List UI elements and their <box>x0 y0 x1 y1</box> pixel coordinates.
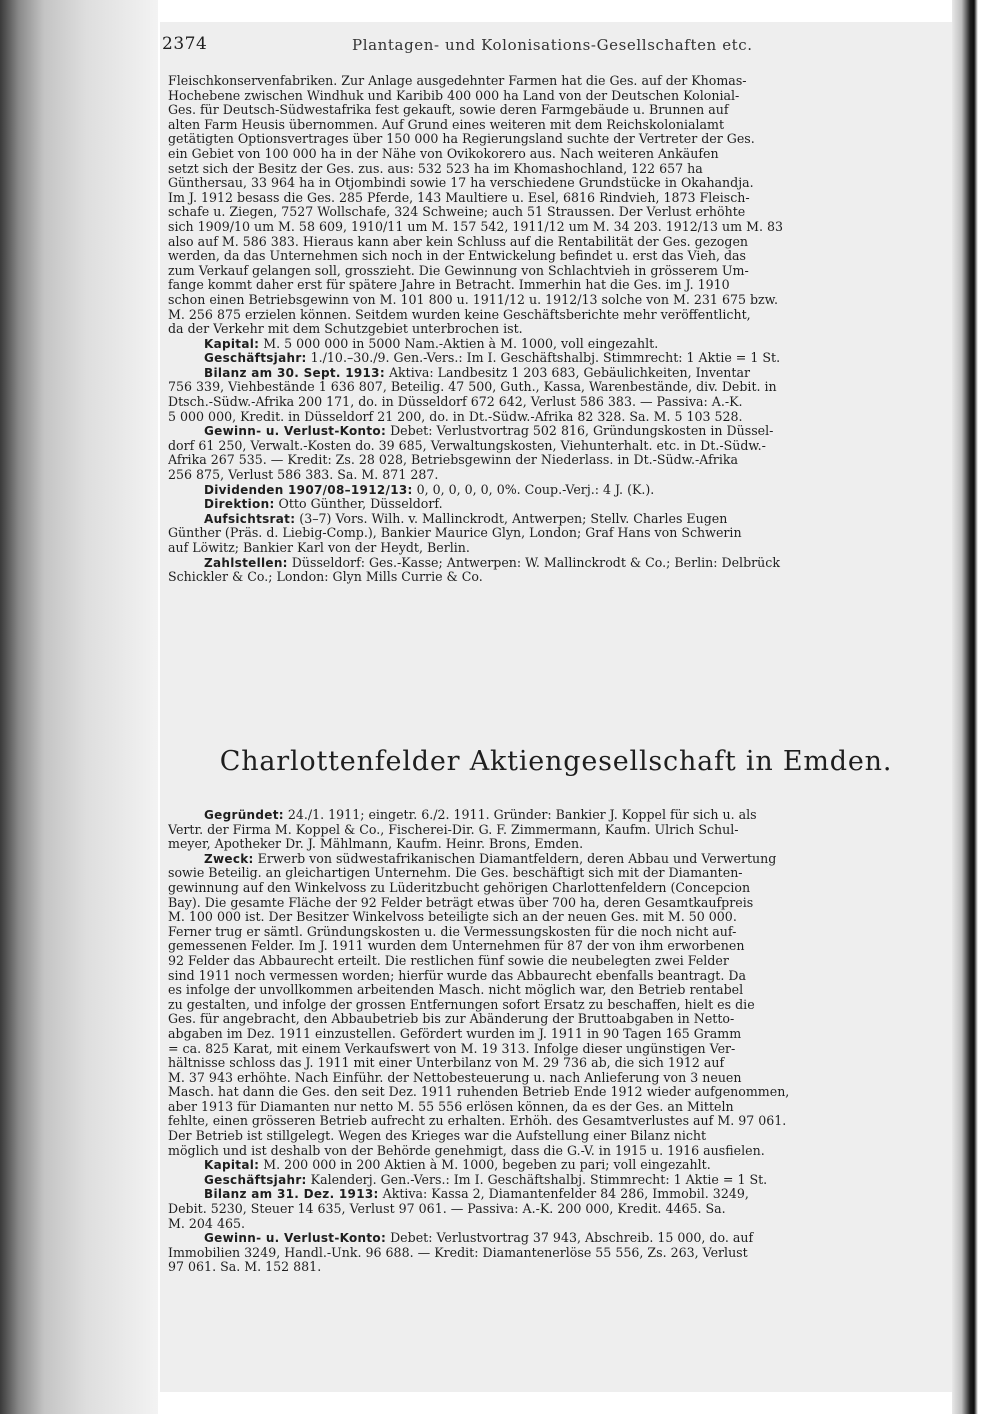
scan-right-edge <box>952 0 1000 1414</box>
entry-line <box>168 366 948 381</box>
entry-text: dorf 61 250, Verwalt.-Kosten do. 39 685, Verwaltungskosten, Viehunterhalt. etc. in Dt.-Südw.- <box>168 438 766 453</box>
text-line <box>168 1144 948 1159</box>
entry-text: 92 Felder das Abbaurecht erteilt. Die restlichen fünf sowie die neubelegten zwei Felder <box>168 953 729 968</box>
text-line <box>168 866 948 881</box>
text-line <box>168 998 948 1013</box>
entry-text: 24./1. 1911; eingetr. 6./2. 1911. Gründer: Bankier J. Koppel für sich u. als <box>283 808 757 822</box>
entry-text: aber 1913 für Diamanten nur netto M. 55 556 erlösen können, da es der Ges. an Mitteln <box>168 1099 734 1114</box>
text-line: Hochebene zwischen Windhuk und Karibib 400 000 ha Land von der Deutschen Kolonial- <box>168 88 740 103</box>
text-line <box>168 453 948 468</box>
entry-label: Geschäftsjahr: <box>204 351 307 366</box>
entry-text: möglich und ist deshalb von der Behörde genehmigt, dass die G.-V. in 1915 u. 1916 ausfielen. <box>168 1143 765 1158</box>
text-line: Im J. 1912 besass die Ges. 285 Pferde, 143 Maultiere u. Esel, 6816 Rindvieh, 1873 Fleisch- <box>168 190 750 205</box>
text-line <box>168 1129 948 1144</box>
entry-label: Aufsichtsrat: <box>204 511 296 526</box>
entry-text: Debet: Verlustvortrag 502 816, Gründungskosten in Düssel- <box>386 424 774 439</box>
text-line <box>168 954 948 969</box>
entry-line <box>168 497 948 512</box>
entry-text: Otto Günther, Düsseldorf. <box>274 497 443 512</box>
entry-text: abgaben im Dez. 1911 einzustellen. Gefördert wurden im J. 1911 in 90 Tagen 165 Gramm <box>168 1026 742 1041</box>
text-line: schon einen Betriebsgewinn von M. 101 800 u. 1911/12 u. 1912/13 solche von M. 231 675 bzw. <box>168 292 778 307</box>
page-number: 2374 <box>162 34 208 54</box>
entry-text: = ca. 825 Karat, mit einem Verkaufswert von M. 19 313. Infolge dieser ungünstigen Ver- <box>168 1041 736 1056</box>
text-line: setzt sich der Besitz der Ges. zus. aus: 532 523 ha im Khomashochland, 122 657 ha <box>168 161 703 176</box>
entry-text: Vertr. der Firma M. Koppel & Co., Fischerei-Dir. G. F. Zimmermann, Kaufm. Ulrich Schul- <box>168 822 739 837</box>
entry-text: Bay). Die gesamte Fläche der 92 Felder beträgt etwas über 700 ha, deren Gesamtkaufpreis <box>168 895 754 910</box>
entry-label: Zahlstellen: <box>204 555 288 570</box>
text-line <box>168 896 948 911</box>
text-line: alten Farm Heusis übernommen. Auf Grund eines weiteren mit dem Reichskolonialamt <box>168 117 725 132</box>
section-charlottenfelder <box>168 808 948 1275</box>
entry-text: Schickler & Co.; London: Glyn Mills Currie & Co. <box>168 570 483 585</box>
text-line: sich 1909/10 um M. 58 609, 1910/11 um M. 157 542, 1911/12 um M. 34 203. 1912/13 um M. 83 <box>168 219 784 234</box>
entry-text: auf Löwitz; Bankier Karl von der Heydt, Berlin. <box>168 541 470 555</box>
entry-line <box>168 556 948 571</box>
entry-line <box>168 512 948 527</box>
section-previous-company <box>168 74 948 585</box>
text-line: Günthersau, 33 964 ha in Otjombindi sowie 17 ha verschiedene Grundstücke in Okahandja. <box>168 176 754 191</box>
entry-line <box>168 808 948 823</box>
text-line <box>168 410 948 425</box>
text-line <box>168 1027 948 1042</box>
entry-text: fehlte, einen grösseren Betrieb aufrecht zu erhalten. Erhöh. des Gesamtverlustes auf M. 97 061. <box>168 1114 787 1129</box>
entry-text: gewinnung auf den Winkelvoss zu Lüderitzbucht gehörigen Charlottenfeldern (Concepcion <box>168 880 751 895</box>
entry-label: Zweck: <box>204 851 254 866</box>
entry-text: hältnisse schloss das J. 1911 mit einer Unterbilanz von M. 29 736 ab, die sich 1912 auf <box>168 1056 725 1071</box>
entry-text: M. 200 000 in 200 Aktien à M. 1000, begeben zu pari; voll eingezahlt. <box>259 1158 711 1173</box>
entry-label: Kapital: <box>204 336 260 351</box>
entry-text: 1./10.–30./9. Gen.-Vers.: Im I. Geschäftshalbj. Stimmrecht: 1 Aktie = 1 St. <box>306 351 781 366</box>
text-line <box>168 1071 948 1086</box>
entry-text: sowie Beteilig. an gleichartigen Unternehm. Die Ges. beschäftigt sich mit der Diamanten- <box>168 866 743 881</box>
text-line: fange kommt daher erst für spätere Jahre in Betracht. Immerhin hat die Ges. im J. 1910 <box>168 278 730 293</box>
entry-text: Immobilien 3249, Handl.-Unk. 96 688. — Kredit: Diamantenerlöse 55 556, Zs. 263, Verlust <box>168 1245 748 1260</box>
entry-text: es infolge der unvollkommen arbeitenden Masch. nicht möglich war, den Betrieb rentabel <box>168 983 744 998</box>
entry-text: Aktiva: Landbesitz 1 203 683, Gebäulichkeiten, Inventar <box>384 365 750 380</box>
text-line <box>168 939 948 954</box>
text-line <box>168 1085 948 1100</box>
text-line <box>168 1260 948 1275</box>
text-line: werden, da das Unternehmen sich noch in der Entwickelung befindet u. erst das Vieh, das <box>168 249 747 264</box>
entry-line <box>168 337 948 352</box>
entry-text: M. 37 943 erhöhte. Nach Einführ. der Nettobesteuerung u. nach Anlieferung von 3 neuen <box>168 1070 742 1085</box>
entry-text: 5 000 000, Kredit. in Düsseldorf 21 200, do. in Dt.-Südw.-Afrika 82 328. Sa. M. 5 103 528. <box>168 409 743 424</box>
text-line <box>168 395 948 410</box>
entry-text: sind 1911 noch vermessen worden; hierfür wurde das Abbaurecht ebenfalls beantragt. Da <box>168 968 746 983</box>
text-line <box>168 837 948 852</box>
entry-text: Düsseldorf: Ges.-Kasse; Antwerpen: W. Mallinckrodt & Co.; Berlin: Delbrück <box>287 555 780 570</box>
entry-line <box>168 424 948 439</box>
entry-text: Erwerb von südwestafrikanischen Diamantfeldern, deren Abbau und Verwertung <box>253 851 777 866</box>
entry-text: 256 875, Verlust 586 383. Sa. M. 871 287. <box>168 468 439 483</box>
text-line <box>168 468 948 483</box>
text-line <box>168 881 948 896</box>
text-line: M. 256 875 erzielen können. Seitdem wurden keine Geschäftsberichte mehr veröffentlicht, <box>168 307 751 322</box>
entry-text: zu gestalten, und infolge der grossen Entfernungen sofort Ersatz zu beschaffen, hielt es die <box>168 997 755 1012</box>
entry-text: Dtsch.-Südw.-Afrika 200 171, do. in Düsseldorf 672 642, Verlust 586 383. — Passiva: A.-K. <box>168 395 743 410</box>
entry-text: Der Betrieb ist stillgelegt. Wegen des Krieges war die Aufstellung einer Bilanz nicht <box>168 1129 707 1144</box>
entry-line <box>168 483 948 498</box>
text-line: Ges. für Deutsch-Südwestafrika fest gekauft, sowie deren Farmgebäude u. Brunnen auf <box>168 103 729 118</box>
text-line <box>168 380 948 395</box>
company-title: Charlottenfelder Aktiengesellschaft in Emden. <box>219 746 893 777</box>
text-line <box>168 1100 948 1115</box>
text-line <box>168 983 948 998</box>
text-line: Fleischkonservenfabriken. Zur Anlage ausgedehnter Farmen hat die Ges. auf der Khomas- <box>168 74 747 88</box>
entry-text: Kalenderj. Gen.-Vers.: Im I. Geschäftshalbj. Stimmrecht: 1 Aktie = 1 St. <box>306 1172 768 1187</box>
entry-text: M. 5 000 000 in 5000 Nam.-Aktien à M. 1000, voll eingezahlt. <box>259 336 659 351</box>
entry-text: gemessenen Felder. Im J. 1911 wurden dem Unternehmen für 87 der von ihm erworbenen <box>168 939 745 954</box>
text-line <box>168 1012 948 1027</box>
running-head: Plantagen- und Kolonisations-Gesellschaften etc. <box>352 36 753 54</box>
entry-text: Ferner trug er sämtl. Gründungskosten u. die Vermessungskosten für die noch nicht auf- <box>168 924 737 939</box>
entry-label: Direktion: <box>204 497 275 512</box>
entry-line <box>168 1231 948 1246</box>
text-line <box>168 823 948 838</box>
entry-text: meyer, Apotheker Dr. J. Mählmann, Kaufm. Heinr. Brons, Emden. <box>168 837 584 852</box>
text-line: da der Verkehr mit dem Schutzgebiet unterbrochen ist. <box>168 322 523 337</box>
text-line <box>168 1217 948 1232</box>
entry-line <box>168 1187 948 1202</box>
entry-line <box>168 1173 948 1188</box>
text-line <box>168 439 948 454</box>
text-line <box>168 526 948 541</box>
entry-label: Gegründet: <box>204 808 284 822</box>
entry-text: M. 204 465. <box>168 1216 245 1231</box>
document-page <box>160 22 952 1392</box>
entry-text: Debet: Verlustvortrag 37 943, Abschreib. 15 000, do. auf <box>386 1231 754 1246</box>
entry-line <box>168 351 948 366</box>
entry-line <box>168 1158 948 1173</box>
text-line <box>168 969 948 984</box>
entry-text: Masch. hat dann die Ges. den seit Dez. 1911 ruhenden Betrieb Ende 1912 wieder aufgenommen, <box>168 1085 790 1100</box>
text-line <box>168 1246 948 1261</box>
entry-text: Aktiva: Kassa 2, Diamantenfelder 84 286, Immobil. 3249, <box>378 1187 749 1202</box>
entry-text: 97 061. Sa. M. 152 881. <box>168 1260 322 1275</box>
entry-text: Ges. für angebracht, den Abbaubetrieb bis zur Abänderung der Bruttoabgaben in Netto- <box>168 1012 735 1027</box>
text-line: also auf M. 586 383. Hieraus kann aber kein Schluss auf die Rentabilität der Ges. gezogen <box>168 234 749 249</box>
entry-label: Dividenden 1907/08–1912/13: <box>204 482 413 497</box>
text-line <box>168 1114 948 1129</box>
page-header <box>162 34 942 64</box>
entry-label: Bilanz am 30. Sept. 1913: <box>204 365 385 380</box>
entry-text: (3–7) Vors. Wilh. v. Mallinckrodt, Antwerpen; Stellv. Charles Eugen <box>295 511 728 526</box>
entry-label: Geschäftsjahr: <box>204 1172 307 1187</box>
text-line: zum Verkauf gelangen soll, grosszieht. Die Gewinnung von Schlachtvieh in grösserem Um- <box>168 263 749 278</box>
scan-left-edge <box>0 0 158 1414</box>
entry-text: Afrika 267 535. — Kredit: Zs. 28 028, Betriebsgewinn der Niederlass. in Dt.-Südw.-Afrika <box>168 453 738 468</box>
entry-text: Debit. 5230, Steuer 14 635, Verlust 97 061. — Passiva: A.-K. 200 000, Kredit. 4465. Sa. <box>168 1202 726 1217</box>
text-line: schafe u. Ziegen, 7527 Wollschafe, 324 Schweine; auch 51 Straussen. Der Verlust erhöhte <box>168 205 746 220</box>
text-line <box>168 541 948 556</box>
text-line <box>168 1202 948 1217</box>
text-line: ein Gebiet von 100 000 ha in der Nähe von Ovikokorero aus. Nach weiteren Ankäufen <box>168 146 719 161</box>
text-line <box>168 1042 948 1057</box>
text-line <box>168 1056 948 1071</box>
entry-text: M. 100 000 ist. Der Besitzer Winkelvoss beteiligte sich an der neuen Ges. mit M. 50 000. <box>168 910 737 925</box>
text-line: getätigten Optionsvertrages über 150 000 ha Regierungsland suchte der Vertreter der Ges. <box>168 132 755 147</box>
entry-label: Gewinn- u. Verlust-Konto: <box>204 1231 387 1246</box>
entry-line <box>168 852 948 867</box>
entry-text: 0, 0, 0, 0, 0, 0%. Coup.-Verj.: 4 J. (K.). <box>412 482 655 497</box>
entry-text: 756 339, Viehbestände 1 636 807, Beteilig. 47 500, Guth., Kassa, Warenbestände, div. Debit. in <box>168 380 777 395</box>
entry-label: Kapital: <box>204 1158 260 1173</box>
text-line <box>168 925 948 940</box>
entry-label: Bilanz am 31. Dez. 1913: <box>204 1187 379 1202</box>
entry-label: Gewinn- u. Verlust-Konto: <box>204 424 387 439</box>
text-line <box>168 910 948 925</box>
text-line <box>168 570 948 585</box>
entry-text: Günther (Präs. d. Liebig-Comp.), Bankier Maurice Glyn, London; Graf Hans von Schwerin <box>168 526 742 541</box>
